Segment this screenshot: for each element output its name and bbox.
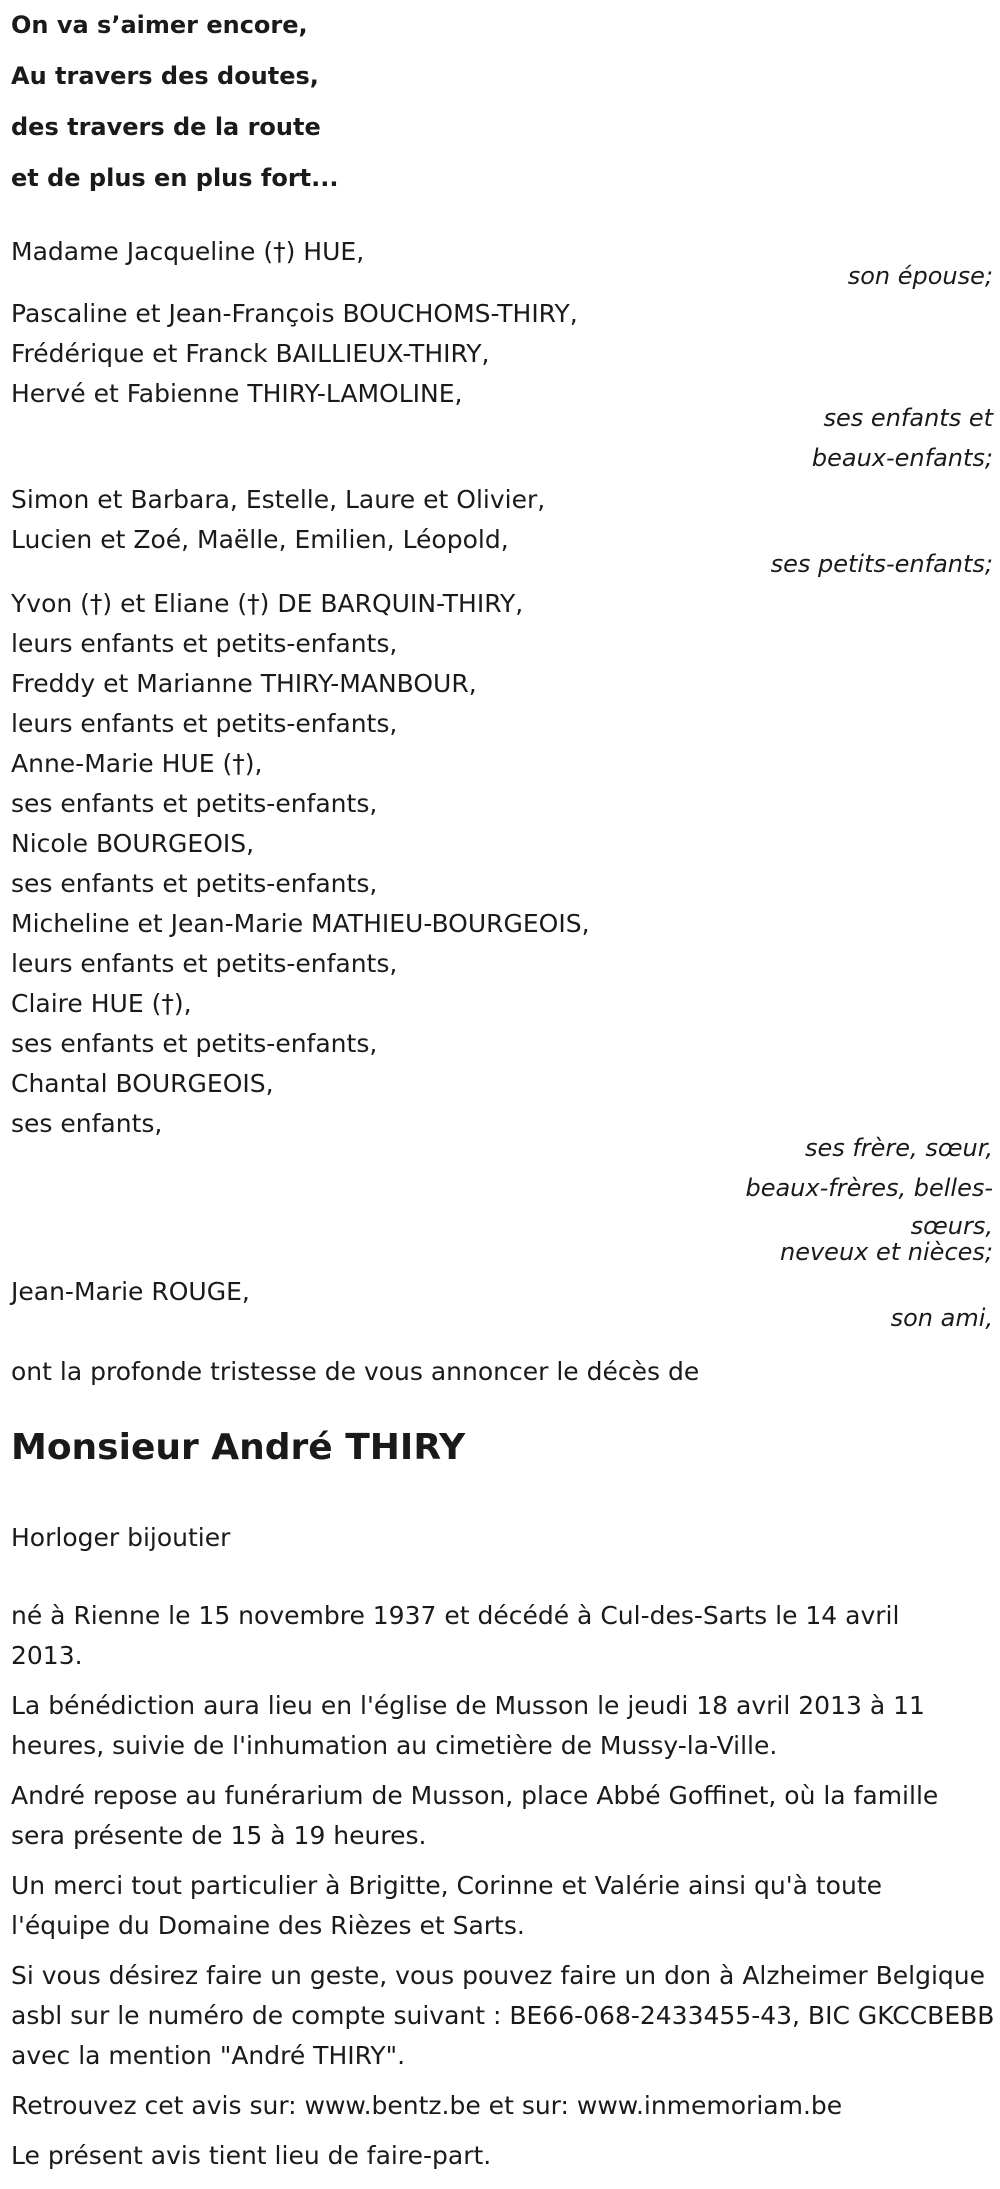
- siblings-relation-line4: neveux et nièces;: [780, 1238, 993, 1266]
- list-item: ses enfants et petits-enfants,: [11, 869, 378, 898]
- online-paragraph: Retrouvez cet avis sur: www.bentz.be et sur: www.inmemoriam.be: [11, 2091, 843, 2120]
- list-item: Lucien et Zoé, Maëlle, Emilien, Léopold,: [11, 525, 509, 554]
- siblings-relation-line2: beaux-frères, belles-: [745, 1174, 993, 1202]
- grandchildren-relation: ses petits-enfants;: [770, 550, 993, 578]
- siblings-list: [11, 584, 590, 1144]
- children-relation-line2: beaux-enfants;: [811, 444, 993, 472]
- birth-death-paragraph: né à Rienne le 15 novembre 1937 et décédé à Cul-des-Sarts le 14 avril 2013.: [11, 1601, 900, 1670]
- deceased-name: Monsieur André THIRY: [11, 1427, 466, 1468]
- siblings-relation-line1: ses frère, sœur,: [804, 1134, 993, 1162]
- list-item: Nicole BOURGEOIS,: [11, 829, 255, 858]
- list-item: ses enfants et petits-enfants,: [11, 789, 378, 818]
- poem-line: et de plus en plus fort...: [11, 164, 339, 192]
- list-item: ses enfants,: [11, 1109, 163, 1138]
- spouse-name: Madame Jacqueline (†) HUE,: [11, 237, 365, 266]
- poem-line: des travers de la route: [11, 113, 321, 141]
- deceased-profession: Horloger bijoutier: [11, 1523, 231, 1552]
- grandchildren-list: [11, 480, 545, 560]
- list-item: Chantal BOURGEOIS,: [11, 1069, 274, 1098]
- list-item: Freddy et Marianne THIRY-MANBOUR,: [11, 669, 477, 698]
- friend-name: Jean-Marie ROUGE,: [11, 1277, 250, 1306]
- list-item: leurs enfants et petits-enfants,: [11, 629, 398, 658]
- list-item: leurs enfants et petits-enfants,: [11, 949, 398, 978]
- siblings-relation-line3: sœurs,: [910, 1212, 993, 1240]
- poem-line: On va s’aimer encore,: [11, 11, 308, 39]
- funeral-home-paragraph: André repose au funérarium de Musson, place Abbé Goffinet, où la famille sera présente de 15 à 19 heures.: [11, 1781, 939, 1850]
- poem-line: Au travers des doutes,: [11, 62, 319, 90]
- list-item: ses enfants et petits-enfants,: [11, 1029, 378, 1058]
- list-item: Frédérique et Franck BAILLIEUX-THIRY,: [11, 339, 490, 368]
- spouse-relation: son épouse;: [847, 262, 993, 290]
- thanks-paragraph: Un merci tout particulier à Brigitte, Corinne et Valérie ainsi qu'à toute l'équipe du Domaine des Rièzes et Sarts.: [11, 1871, 883, 1940]
- list-item: Simon et Barbara, Estelle, Laure et Olivier,: [11, 485, 546, 514]
- ceremony-paragraph: La bénédiction aura lieu en l'église de Musson le jeudi 18 avril 2013 à 11 heures, suivie de l'inhumation au cimetière de Mussy-la-Ville.: [11, 1691, 925, 1760]
- friend-relation: son ami,: [890, 1304, 993, 1332]
- poem: [11, 0, 339, 204]
- list-item: Yvon (†) et Eliane (†) DE BARQUIN-THIRY,: [11, 589, 524, 618]
- children-relation-line1: ses enfants et: [823, 404, 993, 432]
- donation-paragraph: Si vous désirez faire un geste, vous pouvez faire un don à Alzheimer Belgique asbl sur le numéro de compte suivant : BE66-068-2433455-43, BIC GKCCBEBB avec la mention "André THIRY".: [11, 1961, 995, 2070]
- children-list: [11, 294, 578, 414]
- announcement-text: ont la profonde tristesse de vous annoncer le décès de: [11, 1357, 700, 1386]
- notice-paragraph: Le présent avis tient lieu de faire-part.: [11, 2141, 492, 2170]
- list-item: leurs enfants et petits-enfants,: [11, 709, 398, 738]
- list-item: Claire HUE (†),: [11, 989, 192, 1018]
- list-item: Anne-Marie HUE (†),: [11, 749, 263, 778]
- list-item: Pascaline et Jean-François BOUCHOMS-THIRY,: [11, 299, 578, 328]
- list-item: Hervé et Fabienne THIRY-LAMOLINE,: [11, 379, 463, 408]
- list-item: Micheline et Jean-Marie MATHIEU-BOURGEOIS,: [11, 909, 590, 938]
